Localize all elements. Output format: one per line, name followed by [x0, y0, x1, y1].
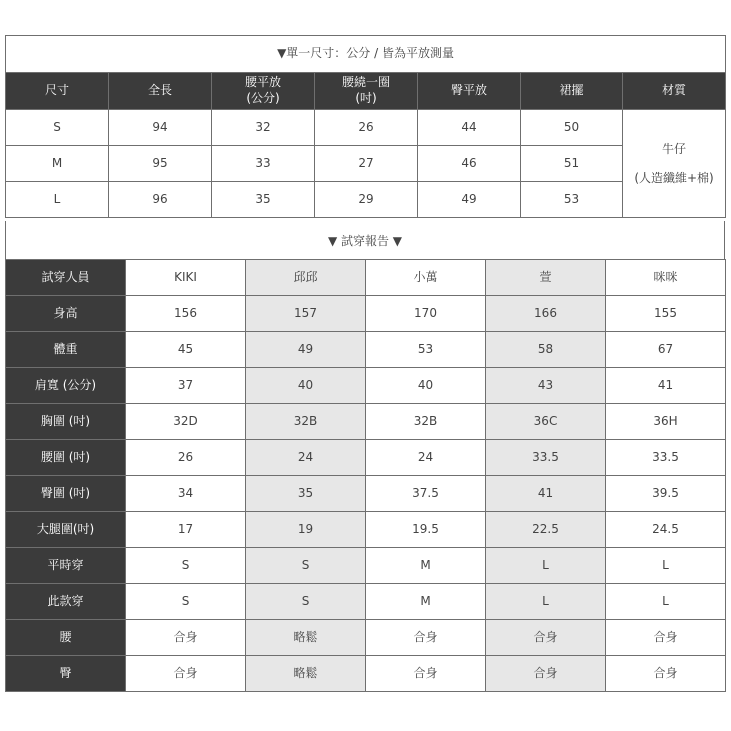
table-row [6, 512, 726, 548]
table-cell: 合身 [126, 620, 246, 656]
table-cell: 26 [315, 110, 418, 146]
header-waist-flat-label: 腰平放 [244, 75, 281, 90]
table-cell: L [486, 548, 606, 584]
table-cell: 萱 [486, 260, 606, 296]
table-cell: 36H [606, 404, 726, 440]
table-cell: 44 [418, 110, 521, 146]
table-cell: 合身 [366, 620, 486, 656]
table-cell: S [6, 110, 109, 146]
material-name: 牛仔 [662, 141, 687, 156]
table-cell: 22.5 [486, 512, 606, 548]
table-cell: 小萬 [366, 260, 486, 296]
table-cell: 合身 [126, 656, 246, 692]
table-cell: 17 [126, 512, 246, 548]
header-waist-flat [212, 73, 315, 110]
size-chart-table [5, 35, 726, 218]
table-cell: 67 [606, 332, 726, 368]
table-cell: 35 [212, 182, 315, 218]
header-hip-flat: 臀平放 [418, 73, 521, 110]
table-cell: 45 [126, 332, 246, 368]
table-cell: 94 [109, 110, 212, 146]
row-label: 臀 [6, 656, 126, 692]
table-cell: 32D [126, 404, 246, 440]
table-row [6, 404, 726, 440]
table-row [6, 260, 726, 296]
table-cell: 95 [109, 146, 212, 182]
table-cell: S [126, 548, 246, 584]
table-cell: 33.5 [606, 440, 726, 476]
table-row [6, 110, 726, 146]
table-cell: 58 [486, 332, 606, 368]
row-label: 身高 [6, 296, 126, 332]
table-cell: 170 [366, 296, 486, 332]
table-cell: 19.5 [366, 512, 486, 548]
table-row [6, 440, 726, 476]
row-label: 腰圍 (吋) [6, 440, 126, 476]
row-label: 平時穿 [6, 548, 126, 584]
table-cell: 41 [486, 476, 606, 512]
table-cell: 34 [126, 476, 246, 512]
table-cell: 33 [212, 146, 315, 182]
material-composition: (人造纖維+棉) [634, 170, 714, 185]
table-row [6, 584, 726, 620]
table-cell: 32B [366, 404, 486, 440]
table-cell: 156 [126, 296, 246, 332]
row-label: 大腿圍(吋) [6, 512, 126, 548]
table-cell: 41 [606, 368, 726, 404]
size-chart-caption: ▼單一尺寸：公分 / 皆為平放測量 [6, 36, 726, 73]
header-material: 材質 [623, 73, 726, 110]
table-cell: 37.5 [366, 476, 486, 512]
row-label: 試穿人員 [6, 260, 126, 296]
table-cell: 40 [366, 368, 486, 404]
table-cell: 37 [126, 368, 246, 404]
table-cell: 40 [246, 368, 366, 404]
row-label: 體重 [6, 332, 126, 368]
material-cell [623, 110, 726, 218]
table-row [6, 368, 726, 404]
row-label: 胸圍 (吋) [6, 404, 126, 440]
table-cell: 合身 [366, 656, 486, 692]
table-cell: 略鬆 [246, 620, 366, 656]
table-cell: 19 [246, 512, 366, 548]
header-hem: 裙擺 [521, 73, 623, 110]
table-row [6, 476, 726, 512]
table-cell: L [486, 584, 606, 620]
table-cell: 咪咪 [606, 260, 726, 296]
table-cell: 合身 [606, 620, 726, 656]
row-label: 腰 [6, 620, 126, 656]
table-cell: M [6, 146, 109, 182]
header-waist-round-unit: (吋) [355, 91, 377, 105]
table-cell: KIKI [126, 260, 246, 296]
table-cell: 32B [246, 404, 366, 440]
table-cell: 53 [366, 332, 486, 368]
fit-report-caption: ▼ 試穿報告 ▼ [5, 221, 725, 259]
table-cell: 49 [418, 182, 521, 218]
header-size: 尺寸 [6, 73, 109, 110]
table-row [6, 656, 726, 692]
table-cell: L [6, 182, 109, 218]
table-cell: 155 [606, 296, 726, 332]
table-cell: 53 [521, 182, 623, 218]
table-cell: 166 [486, 296, 606, 332]
table-cell: 24 [366, 440, 486, 476]
table-row [6, 548, 726, 584]
table-cell: 24 [246, 440, 366, 476]
fit-report-table [5, 259, 726, 692]
table-cell: 43 [486, 368, 606, 404]
table-cell: S [246, 548, 366, 584]
table-cell: 50 [521, 110, 623, 146]
table-cell: 29 [315, 182, 418, 218]
table-cell: M [366, 584, 486, 620]
table-cell: 35 [246, 476, 366, 512]
table-cell: 33.5 [486, 440, 606, 476]
table-cell: 合身 [486, 656, 606, 692]
table-cell: 157 [246, 296, 366, 332]
table-cell: 合身 [606, 656, 726, 692]
table-cell: 26 [126, 440, 246, 476]
table-cell: S [246, 584, 366, 620]
table-cell: 46 [418, 146, 521, 182]
table-cell: 27 [315, 146, 418, 182]
table-cell: 合身 [486, 620, 606, 656]
table-cell: 32 [212, 110, 315, 146]
table-cell: 24.5 [606, 512, 726, 548]
row-label: 此款穿 [6, 584, 126, 620]
table-row [6, 332, 726, 368]
table-cell: L [606, 584, 726, 620]
table-cell: 邱邱 [246, 260, 366, 296]
row-label: 臀圍 (吋) [6, 476, 126, 512]
table-cell: 96 [109, 182, 212, 218]
table-cell: 36C [486, 404, 606, 440]
table-row [6, 182, 726, 218]
table-cell: 51 [521, 146, 623, 182]
table-cell: 39.5 [606, 476, 726, 512]
header-waist-round-label: 腰繞一圈 [341, 75, 390, 90]
table-row [6, 296, 726, 332]
row-label: 肩寬 (公分) [6, 368, 126, 404]
header-length: 全長 [109, 73, 212, 110]
header-waist-flat-unit: (公分) [246, 91, 280, 105]
table-cell: 略鬆 [246, 656, 366, 692]
table-cell: S [126, 584, 246, 620]
table-cell: L [606, 548, 726, 584]
table-row [6, 620, 726, 656]
table-cell: 49 [246, 332, 366, 368]
header-waist-round [315, 73, 418, 110]
table-row [6, 146, 726, 182]
table-cell: M [366, 548, 486, 584]
